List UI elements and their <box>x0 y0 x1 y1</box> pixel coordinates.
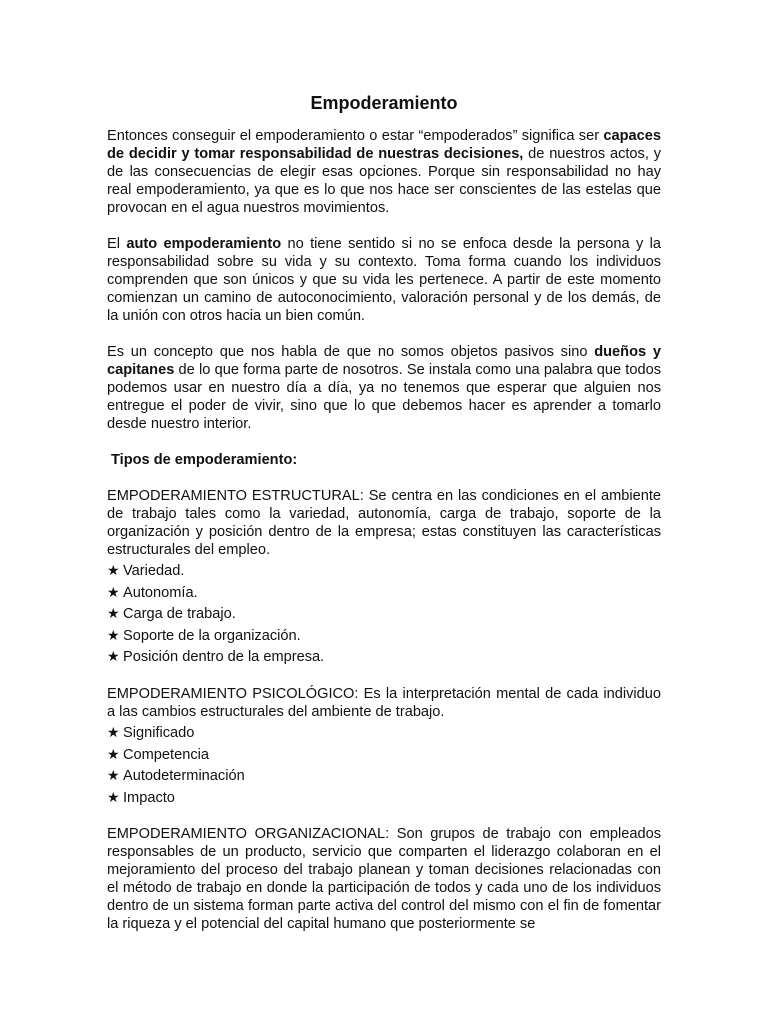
list-item <box>107 603 661 625</box>
paragraph-organizacional: EMPODERAMIENTO ORGANIZACIONAL: Son grupos de trabajo con empleados responsables de un producto, servicio que comparten el liderazgo colaboran en el mejoramiento del proceso del trabajo planean y toman decisiones relacionadas con el método de trabajo en donde la participación de todos y cada uno de los individuos dentro de un sistema forman parte activa del control del mismo con el fin de fomentar la riqueza y el potencial del capital humano que posteriormente se <box>107 826 661 933</box>
star-bullet-icon: ★ <box>107 745 120 762</box>
star-bullet-icon: ★ <box>107 626 120 643</box>
list-item <box>107 625 661 647</box>
list-item-text: Autodeterminación <box>123 768 245 785</box>
star-bullet-icon: ★ <box>107 562 120 578</box>
paragraph-concepto-text: Es un concepto que nos habla de que no somos objetos pasivos sino <box>107 344 595 360</box>
star-bullet-icon: ★ <box>107 723 120 740</box>
paragraph-intro-bold: capaces de decidir y tomar responsabilidad de nuestras decisiones, <box>107 128 661 162</box>
list-item <box>107 582 661 604</box>
section-subheading: Tipos de empoderamiento: <box>111 452 298 468</box>
list-item-text: Autonomía. <box>123 584 198 601</box>
page-title: Empoderamiento <box>310 93 458 113</box>
list-psicologico <box>107 722 661 808</box>
list-item-text: Variedad. <box>123 563 185 579</box>
document-body <box>107 127 661 933</box>
star-bullet-icon: ★ <box>107 788 120 805</box>
star-bullet-icon: ★ <box>107 583 120 600</box>
list-item <box>107 765 661 787</box>
list-item-text: Competencia <box>123 746 209 763</box>
paragraph-intro-text: Entonces conseguir el empoderamiento o estar “empoderados” significa ser <box>107 128 604 144</box>
paragraph-concepto-text-end: de lo que forma parte de nosotros. Se instala como una palabra que todos podemos usar en nuestro día a día, ya no tenemos que esperar que alguien nos entregue el poder de vivir, sino que lo que debemos hacer es aprender a tomarlo desde nuestro interior. <box>107 362 661 432</box>
list-item <box>107 722 661 744</box>
paragraph-intro <box>107 127 661 217</box>
paragraph-auto-text: El <box>107 236 127 252</box>
list-item-text: Soporte de la organización. <box>123 627 301 644</box>
paragraph-estructural: EMPODERAMIENTO ESTRUCTURAL: Se centra en las condiciones en el ambiente de trabajo tales como la variedad, autonomía, carga de trabajo, soporte de la organización y posición dentro de la empresa; estas constituyen las características estructurales del empleo. <box>107 488 661 558</box>
paragraph-intro-text-end: de nuestros actos, y de las consecuencias de elegir esas opciones. Porque sin responsabilidad no hay real empoderamiento, ya que es lo que nos hace ser conscientes de las estelas que provocan en el agua nuestros movimientos. <box>107 146 661 216</box>
list-item-text: Posición dentro de la empresa. <box>123 649 325 666</box>
list-item-text: Carga de trabajo. <box>123 606 236 623</box>
list-item-text: Significado <box>123 724 195 741</box>
star-bullet-icon: ★ <box>107 767 120 784</box>
list-item <box>107 646 661 668</box>
list-item <box>107 744 661 766</box>
list-item <box>107 787 661 809</box>
paragraph-auto-text-end: no tiene sentido si no se enfoca desde la persona y la responsabilidad sobre su vida y su contexto. Toma forma cuando los individuos comprenden que son únicos y que su vida les pertenece. A partir de este momento comienzan un camino de autoconocimiento, valoración personal y de los demás, de la unión con otros hacia un bien común. <box>107 236 661 324</box>
list-estructural <box>107 560 661 668</box>
paragraph-auto-bold: auto empoderamiento <box>126 236 282 252</box>
paragraph-auto-empoderamiento <box>107 235 661 325</box>
star-bullet-icon: ★ <box>107 648 120 665</box>
list-item <box>107 560 661 582</box>
star-bullet-icon: ★ <box>107 605 120 622</box>
paragraph-concepto <box>107 343 661 433</box>
list-item-text: Impacto <box>123 789 175 806</box>
paragraph-psicologico: EMPODERAMIENTO PSICOLÓGICO: Es la interpretación mental de cada individuo a las cambios estructurales del ambiente de trabajo. <box>107 685 661 720</box>
paragraph-concepto-bold: dueños y capitanes <box>107 344 661 378</box>
